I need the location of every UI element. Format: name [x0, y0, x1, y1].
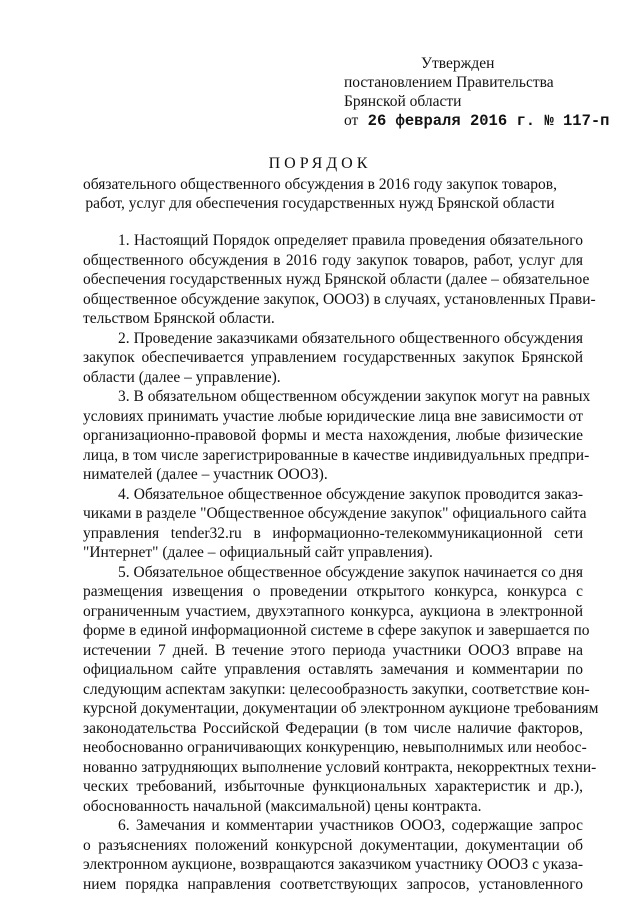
paragraph-line: 4. Обязательное общественное обсуждение закупок проводится заказ-	[118, 485, 583, 503]
paragraph-line: необоснованно ограничивающих конкуренцию, невыполнимых или необос-	[83, 739, 587, 756]
paragraph	[83, 231, 596, 329]
paragraph-line: условиях принимать участие любые юридические лица вне зависимости от	[83, 407, 583, 425]
paragraph-line: нием порядка направления соответствующих запросов, установленного	[83, 875, 583, 893]
paragraph	[83, 329, 583, 388]
paragraph-line: ограниченным участием, двухэтапного конкурса, аукциона в электронной	[83, 602, 583, 620]
paragraph-line: организационно-правовой формы и места нахождения, любые физические	[83, 427, 583, 444]
paragraph-line: чиками в разделе "Общественное обсуждение закупок" официального сайта	[83, 505, 587, 522]
paragraph-line: закупок обеспечивается управлением государственных закупок Брянской	[83, 349, 583, 366]
paragraph-line: нованно затрудняющих выполнение условий контракта, некорректных техни-	[83, 758, 597, 776]
paragraph-line: 1. Настоящий Порядок определяет правила проведения обязательного	[118, 232, 583, 249]
paragraph-line: законодательства Российской Федерации (в том числе наличие факторов,	[83, 719, 583, 737]
approval-line-3: Брянской области	[344, 93, 462, 110]
paragraph-line: "Интернет" (далее – официальный сайт управления).	[83, 544, 433, 561]
subtitle-line: обязательного общественного обсуждения в 2016 году закупок товаров,	[83, 176, 557, 193]
approval-date-prefix: от	[344, 112, 359, 129]
paragraph	[83, 563, 599, 817]
paragraph-line: 6. Замечания и комментарии участников ОООЗ, содержащие запрос	[118, 817, 583, 834]
paragraph-line: следующим аспектам закупки: целесообразность закупки, соответствие кон-	[83, 680, 590, 698]
paragraph-line: обоснованность начальной (максимальной) цены контракта.	[83, 797, 482, 815]
document-title: ПОРЯДОК	[268, 155, 372, 172]
approval-block	[344, 54, 614, 131]
paragraph-line: форме в единой информационной системе в сфере закупок и завершается по	[83, 622, 590, 639]
paragraph-line: электронном аукционе, возвращаются заказчиком участнику ОООЗ с указа-	[83, 856, 583, 873]
approval-date-stamp: 26 февраля 2016 г. № 117-п	[367, 112, 610, 130]
document-body	[83, 231, 599, 894]
paragraph-line: тельством Брянской области.	[83, 310, 275, 327]
paragraph-line: обеспечения государственных нужд Брянской области (далее – обязательное	[83, 271, 590, 288]
approval-line-2: постановлением Правительства	[344, 74, 554, 91]
paragraph-line: общественное обсуждение закупок, ОООЗ) в случаях, установленных Прави-	[83, 290, 596, 308]
paragraph-line: о разъяснениях положений конкурсной документации, документации об	[83, 836, 583, 854]
paragraph-line: лица, в том числе зарегистрированные в качестве индивидуальных предпри-	[83, 446, 590, 464]
paragraph-line: нимателей (далее – участник ОООЗ).	[83, 466, 328, 483]
paragraph-line: размещения извещения о проведении открытого конкурса, конкурса с	[83, 583, 583, 600]
paragraph-line: общественного обсуждения в 2016 году закупок товаров, работ, услуг для	[83, 251, 583, 269]
paragraph-line: ческих требований, избыточные функциональных характеристик и др.),	[83, 778, 583, 795]
subtitle-line: работ, услуг для обеспечения государственных нужд Брянской области	[85, 195, 555, 212]
paragraph-line: 5. Обязательное общественное обсуждение закупок начинается со дня	[118, 563, 583, 581]
paragraph	[83, 485, 587, 563]
approval-date-line	[344, 111, 614, 131]
paragraph-line: курсной документации, документации об электронном аукционе требованиям	[83, 700, 599, 717]
document-subtitle	[60, 175, 580, 213]
approval-line-1: Утвержден	[421, 55, 495, 72]
paragraph-line: управления tender32.ru в информационно-телекоммуникационной сети	[83, 524, 583, 542]
paragraph-line: области (далее – управление).	[83, 368, 281, 386]
paragraph-line: 2. Проведение заказчиками обязательного общественного обсуждения	[118, 329, 583, 347]
paragraph	[83, 816, 583, 894]
paragraph-line: истечении 7 дней. В течение этого периода участники ОООЗ вправе на	[83, 641, 583, 659]
paragraph-line: 3. В обязательном общественном обсуждении закупок могут на равных	[118, 388, 591, 405]
paragraph	[83, 387, 591, 485]
paragraph-line: официальном сайте управления оставлять замечания и комментарии по	[83, 661, 583, 678]
